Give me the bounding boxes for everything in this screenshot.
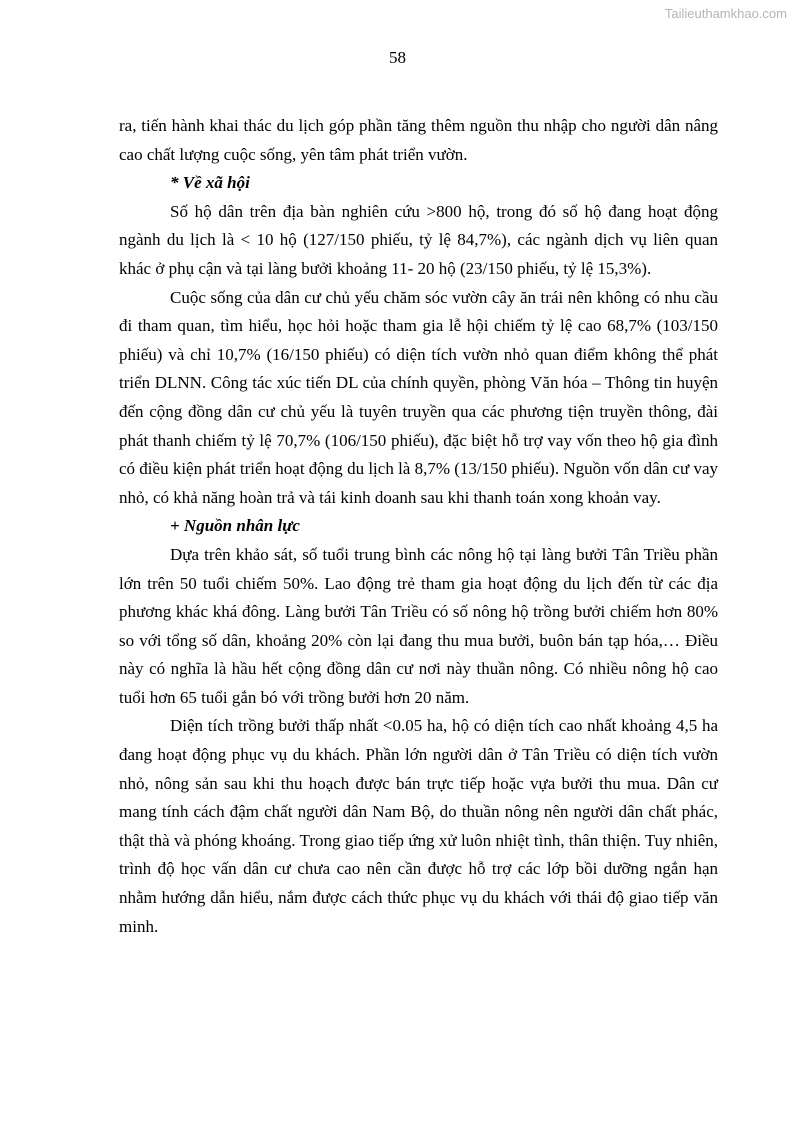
paragraph-area: Diện tích trồng bưởi thấp nhất <0.05 ha, hộ có diện tích cao nhất khoảng 4,5 ha đang hoạt động phục vụ du khách. Phần lớn người dân ở Tân Triều có diện tích vườn nhỏ, nông sản sau khi thu hoạch được bán trực tiếp hoặc vựa bưởi thu mua. Dân cư mang tính cách đậm chất người dân Nam Bộ, do thuần nông nên người dân chất phác, thật thà và phóng khoáng. Trong giao tiếp ứng xử luôn nhiệt tình, thân thiện. Tuy nhiên, trình độ học vấn dân cư chưa cao nên cần được hỗ trợ các lớp bồi dưỡng ngắn hạn nhằm hướng dẫn hiểu, nắm được cách thức phục vụ du khách với thái độ giao tiếp văn minh. [119,716,718,936]
paragraph-continuation: ra, tiến hành khai thác du lịch góp phần tăng thêm nguồn thu nhập cho người dân nâng cao chất lượng cuộc sống, yên tâm phát triển vườn. [119,116,718,164]
section-heading-society: * Về xã hội [170,173,250,193]
section-heading-human-resources: + Nguồn nhân lực [170,516,300,536]
watermark-text: Tailieuthamkhao.com [664,6,787,21]
paragraph-households: Số hộ dân trên địa bàn nghiên cứu >800 hộ, trong đó số hộ đang hoạt động ngành du lịch là < 10 hộ (127/150 phiếu, tỷ lệ 84,7%), các ngành dịch vụ liên quan khác ở phụ cận và tại làng bưởi khoảng 11- 20 hộ (23/150 phiếu, tỷ lệ 15,3%). [119,201,718,278]
paragraph-age-survey: Dựa trên khảo sát, số tuổi trung bình các nông hộ tại làng bưởi Tân Triều phần lớn trên 50 tuổi chiếm 50%. Lao động trẻ tham gia hoạt động du lịch đến từ các địa phương khác khá đông. Làng bưởi Tân Triều có số nông hộ trồng bưởi chiếm hơn 80% so với tổng số dân, khoảng 20% còn lại đang thu mua bưởi, buôn bán tạp hóa,… Điều này có nghĩa là hầu hết cộng đồng dân cư nơi này thuần nông. Có nhiều nông hộ cao tuổi hơn 65 tuổi gắn bó với trồng bưởi hơn 20 năm. [119,544,718,707]
document-body [119,112,718,941]
page-number: 58 [389,48,406,67]
paragraph-living: Cuộc sống của dân cư chủ yếu chăm sóc vườn cây ăn trái nên không có nhu cầu đi tham quan, tìm hiểu, học hỏi hoặc tham gia lễ hội chiếm tỷ lệ cao 68,7% (103/150 phiếu) và chỉ 10,7% (16/150 phiếu) có diện tích vườn nhỏ quan điểm không thể phát triển DLNN. Công tác xúc tiến DL của chính quyền, phòng Văn hóa – Thông tin huyện đến cộng đồng dân cư chủ yếu là tuyên truyền qua các phương tiện truyền thông, đài phát thanh chiếm tỷ lệ 70,7% (106/150 phiếu), đặc biệt hỗ trợ vay vốn theo hộ gia đình có điều kiện phát triển hoạt động du lịch là 8,7% (13/150 phiếu). Nguồn vốn dân cư vay nhỏ, có khả năng hoàn trả và tái kinh doanh sau khi thanh toán xong khoản vay. [119,287,718,507]
